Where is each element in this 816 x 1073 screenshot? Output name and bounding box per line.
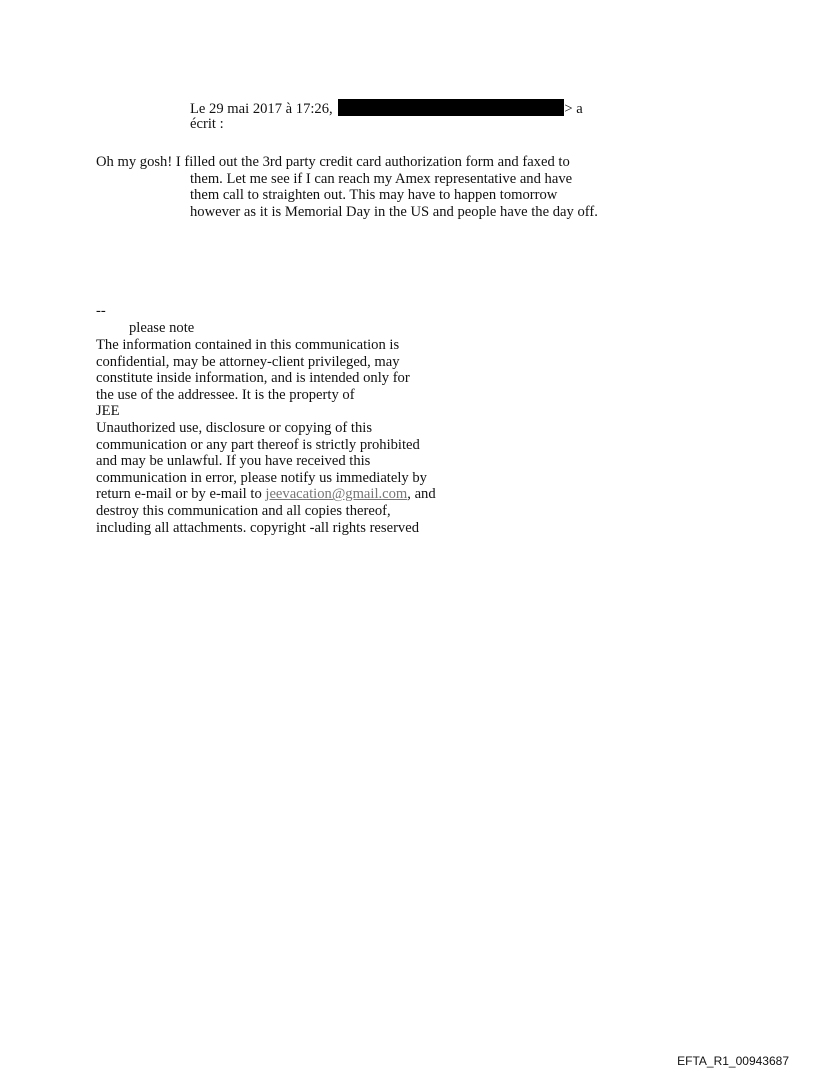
quoted-message [96, 154, 656, 220]
disclaimer-email-line [96, 486, 516, 503]
disclaimer-line: Unauthorized use, disclosure or copying of this [96, 419, 373, 436]
disclaimer-line: destroy this communication and all copies thereof, [96, 502, 391, 519]
disclaimer-line: and may be unlawful. If you have received this [96, 453, 371, 470]
disclaimer-line: JEE [96, 403, 120, 420]
email-line-prefix: return e-mail or by e-mail to [96, 486, 266, 503]
confidentiality-disclaimer [96, 337, 516, 536]
reply-header-suffix: > a [564, 101, 583, 117]
disclaimer-line: the use of the addressee. It is the property of [96, 386, 355, 403]
disclaimer-line: communication or any part thereof is strictly prohibited [96, 436, 420, 453]
quoted-line: however as it is Memorial Day in the US and people have the day off. [190, 203, 598, 220]
please-note-heading: please note [129, 320, 195, 336]
disclaimer-line: The information contained in this communication is [96, 337, 400, 353]
email-link[interactable]: jeevacation@gmail.com [265, 486, 408, 503]
redaction-bar [338, 99, 564, 116]
email-line-suffix: , and [407, 486, 436, 503]
document-id: EFTA_R1_00943687 [677, 1054, 789, 1068]
quoted-line: Oh my gosh! I filled out the 3rd party credit card authorization form and faxed to [96, 154, 570, 170]
disclaimer-line: communication in error, please notify us immediately by [96, 469, 427, 486]
quoted-line: them call to straighten out. This may have to happen tomorrow [190, 187, 558, 203]
quoted-line: them. Let me see if I can reach my Amex representative and have [190, 170, 573, 187]
disclaimer-line: confidential, may be attorney-client privileged, may [96, 353, 400, 370]
reply-header [190, 99, 583, 118]
disclaimer-line: including all attachments. copyright -all rights reserved [96, 519, 419, 536]
signature-separator: -- [96, 303, 106, 319]
reply-header-date: Le 29 mai 2017 à 17:26, [190, 101, 333, 117]
disclaimer-line: constitute inside information, and is intended only for [96, 370, 410, 387]
reply-header-continuation: écrit : [190, 116, 224, 132]
